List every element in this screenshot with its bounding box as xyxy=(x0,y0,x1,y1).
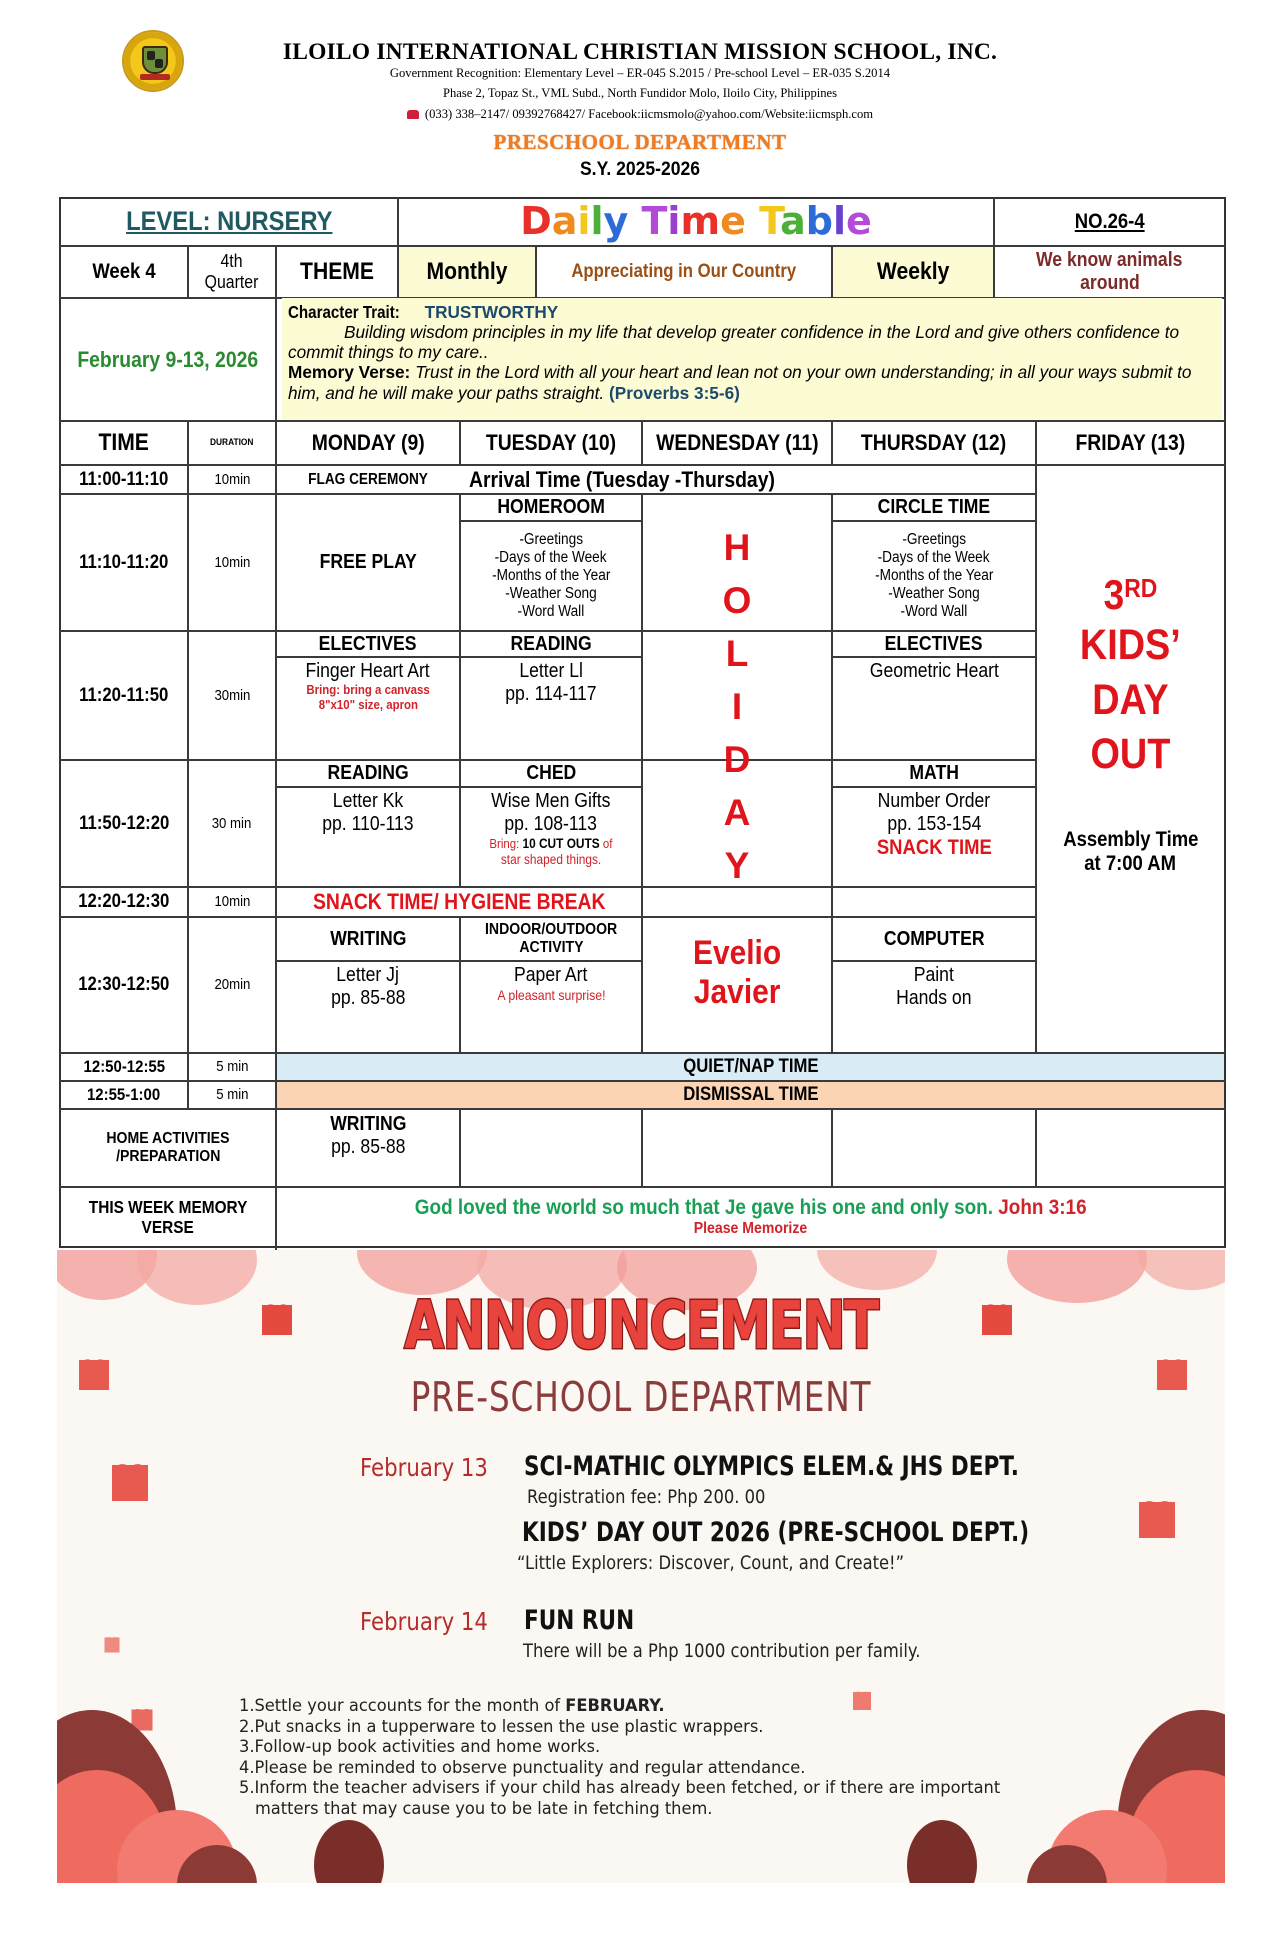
memory-label-line2: VERSE xyxy=(141,1217,195,1237)
free-play-cell xyxy=(277,495,459,630)
number-cell xyxy=(995,199,1224,245)
memory-verse-ref: (Proverbs 3:5-6) xyxy=(609,382,740,403)
list-item: -Months of the Year xyxy=(491,567,611,585)
duration-slot xyxy=(189,888,275,916)
homeroom-label: HOMEROOM xyxy=(497,496,605,518)
activity-note: A pleasant surprise! xyxy=(496,987,606,1003)
memory-verse-label-cell xyxy=(61,1188,275,1246)
day-header-monday xyxy=(277,422,459,464)
electives-label: ELECTIVES xyxy=(319,632,417,655)
government-recognition: Government Recognition: Elementary Level – ER-045 S.2015 / Pre-school Level – ER-035 S.2014 xyxy=(389,66,891,80)
holiday-name-line1: Evelio xyxy=(692,934,782,972)
activity-title: Letter Jj xyxy=(336,964,400,986)
ched-label: CHED xyxy=(526,762,576,784)
weekly-theme-line2: around xyxy=(1079,272,1140,294)
activity-pages: pp. 85-88 xyxy=(330,987,406,1009)
subject-header xyxy=(277,918,459,960)
title-letter: T xyxy=(641,199,668,244)
flag-ceremony-cell xyxy=(277,466,459,493)
reading-label: READING xyxy=(327,762,409,784)
title-letter: l xyxy=(590,199,604,244)
subject-header xyxy=(461,761,641,786)
flag-ceremony: FLAG CEREMONY xyxy=(308,470,428,488)
subject-header xyxy=(833,632,1035,656)
activity-title: Paint xyxy=(913,964,955,986)
heart-icon xyxy=(1157,1360,1187,1390)
time-text: 12:50-12:55 xyxy=(83,1057,165,1077)
duration-text: 5 min xyxy=(215,1086,249,1104)
quarter-line2: Quarter xyxy=(205,272,259,292)
day-header-text: WEDNESDAY (11) xyxy=(655,430,819,456)
activity-title: Letter Kk xyxy=(332,790,404,812)
shield-icon xyxy=(142,46,168,74)
snack-break: SNACK TIME/ HYGIENE BREAK xyxy=(312,889,606,915)
day-header-friday xyxy=(1037,422,1224,464)
activity-title: Geometric Heart xyxy=(869,660,999,682)
event-title-line: KIDS’ xyxy=(1080,621,1181,670)
time-text: 12:55-1:00 xyxy=(87,1085,161,1105)
time-text: 11:00-11:10 xyxy=(79,468,169,490)
electives-label: ELECTIVES xyxy=(885,632,983,655)
activity-cell xyxy=(833,658,1035,759)
home-activities-line2: /PREPARATION xyxy=(115,1148,221,1165)
subject-header xyxy=(461,495,641,520)
duration-text: 10min xyxy=(214,553,250,571)
contact-info: (033) 338–2147/ 09392768427/ Facebook:iicmsmolo@yahoo.com/Website:iicmsph.com xyxy=(424,107,874,121)
holiday-letter: Y xyxy=(724,845,750,886)
monthly-theme-cell xyxy=(537,247,831,297)
writing-label: WRITING xyxy=(329,927,407,950)
reminder-item: 3.Follow-up book activities and home works. xyxy=(239,1737,601,1758)
duration-slot xyxy=(189,466,275,493)
quarter-cell xyxy=(189,247,275,297)
duration-text: 30min xyxy=(214,686,250,704)
circle-time-label: CIRCLE TIME xyxy=(877,496,991,518)
activity-title: Letter Ll xyxy=(519,660,583,682)
snack-time-note: SNACK TIME xyxy=(876,836,992,859)
subject-header xyxy=(461,918,641,960)
indoor-outdoor-label: INDOOR/OUTDOOR xyxy=(484,920,618,938)
title-letter: i xyxy=(577,199,591,244)
week-label: Week 4 xyxy=(92,259,156,283)
event-description: There will be a Php 1000 contribution per family. xyxy=(523,1640,921,1662)
list-item: -Greetings xyxy=(902,531,966,549)
event-title-line: DAY xyxy=(1092,675,1169,724)
daily-time-table-title xyxy=(399,199,993,245)
dismissal-time: DISMISSAL TIME xyxy=(682,1084,819,1106)
home-activity-monday xyxy=(277,1110,459,1186)
subject-header xyxy=(833,495,1035,520)
school-address: Phase 2, Topaz St., VML Subd., North Fundidor Molo, Iloilo City, Philippines xyxy=(442,86,838,100)
reminder-item: matters that may cause you to be late in fetching them. xyxy=(254,1798,713,1819)
duration-slot xyxy=(189,495,275,630)
holiday-name-line2: Javier xyxy=(693,973,781,1012)
duration-slot xyxy=(189,761,275,886)
heart-icon xyxy=(79,1360,109,1390)
title-letter: m xyxy=(680,199,721,244)
activity-cell xyxy=(833,788,1035,886)
list-item: -Word Wall xyxy=(517,602,585,620)
activity-detail: Hands on xyxy=(896,987,972,1009)
time-header-text: TIME xyxy=(98,429,150,457)
computer-label: COMPUTER xyxy=(883,927,985,950)
title-letter: a xyxy=(780,199,806,244)
weekly-theme-line1: We know animals xyxy=(1036,249,1183,271)
holiday-letter: O xyxy=(722,580,752,621)
time-text: 11:10-11:20 xyxy=(79,551,169,573)
activity-pages: pp. 108-113 xyxy=(504,813,598,835)
character-trait-value: TRUSTWORTHY xyxy=(424,302,559,322)
list-item: -Greetings xyxy=(519,531,583,549)
verse-text: God loved the world so much that Je gave his one and only son. xyxy=(414,1195,993,1220)
bring-note-of: of xyxy=(599,836,613,851)
activity-cell xyxy=(461,658,641,759)
date-range-cell xyxy=(61,299,275,420)
duration-header xyxy=(189,422,275,464)
home-activity-pages: pp. 85-88 xyxy=(330,1136,406,1158)
assembly-time-value: at 7:00 AM xyxy=(1084,852,1177,876)
title-letter: e xyxy=(846,199,872,244)
event-title-line: OUT xyxy=(1090,730,1171,779)
holiday-cell xyxy=(643,495,831,1052)
activity-title: Number Order xyxy=(877,790,991,812)
duration-text: 20min xyxy=(214,976,250,994)
weekly-memory-verse xyxy=(415,1195,1087,1220)
title-letter: e xyxy=(720,199,746,244)
duration-slot xyxy=(189,1054,275,1080)
trait-description: Building wisdom principles in my life that develop greater confidence in the Lord and give others confidence to commit things to my care.. xyxy=(288,322,1180,363)
theme-label: THEME xyxy=(300,258,374,286)
document-number: NO.26-4 xyxy=(1074,209,1145,233)
memory-verse-label: Memory Verse: xyxy=(288,362,411,383)
home-activities-line1: HOME ACTIVITIES xyxy=(106,1129,230,1147)
title-letter xyxy=(628,199,641,243)
bring-note-label: Bring: xyxy=(489,836,523,851)
duration-text: 10min xyxy=(214,470,250,488)
monthly-label-cell xyxy=(399,247,535,297)
bring-note: 8"x10" size, apron xyxy=(318,696,418,712)
week-cell xyxy=(61,247,187,297)
time-text: 11:50-12:20 xyxy=(78,812,170,834)
bring-note: Bring: bring a canvass xyxy=(306,682,430,697)
list-item: -Days of the Week xyxy=(495,549,607,567)
winged-heart-icon xyxy=(112,1465,148,1501)
day-header-text: MONDAY (9) xyxy=(311,430,425,456)
duration-slot xyxy=(189,1082,275,1108)
holiday-letter: I xyxy=(731,686,743,727)
ordinal-number: 3 xyxy=(1103,571,1125,618)
school-name: ILOILO INTERNATIONAL CHRISTIAN MISSION SCHOOL, INC. xyxy=(282,39,998,65)
list-item: -Weather Song xyxy=(888,584,980,602)
event-ordinal xyxy=(1104,572,1158,618)
character-trait-label: Character Trait: xyxy=(288,302,400,322)
dismissal-row xyxy=(277,1082,1224,1108)
weekly-label-cell xyxy=(833,247,993,297)
winged-heart-icon xyxy=(1139,1502,1175,1538)
weekly-memory-verse-cell xyxy=(277,1188,1224,1246)
bring-note-qty: 10 CUT OUTS xyxy=(522,836,600,851)
activity-cell xyxy=(277,788,459,886)
time-slot xyxy=(61,888,187,916)
arrival-time: Arrival Time (Tuesday -Thursday) xyxy=(469,466,775,492)
duration-text: 5 min xyxy=(215,1058,249,1076)
event-date: February 13 xyxy=(360,1453,488,1482)
title-letter: i xyxy=(667,199,681,244)
contact-line xyxy=(240,107,1040,122)
time-slot xyxy=(61,1082,187,1108)
day-header-text: THURSDAY (12) xyxy=(861,430,1007,456)
list-item: -Days of the Week xyxy=(878,549,990,567)
monthly-theme: Appreciating in Our Country xyxy=(571,261,797,283)
title-letter: a xyxy=(551,199,578,244)
activity-pages: pp. 110-113 xyxy=(322,813,414,835)
activity-pages: pp. 114-117 xyxy=(505,683,597,705)
subject-header xyxy=(277,632,459,656)
activity-title: Finger Heart Art xyxy=(305,660,431,682)
activity-pages: pp. 153-154 xyxy=(887,813,981,835)
theme-label-cell xyxy=(277,247,397,297)
time-text: 12:30-12:50 xyxy=(78,974,170,996)
list-item: -Months of the Year xyxy=(874,567,994,585)
activity-title: Wise Men Gifts xyxy=(491,790,611,812)
time-text: 12:20-12:30 xyxy=(78,891,170,913)
time-slot xyxy=(61,466,187,493)
activity-label: ACTIVITY xyxy=(518,939,584,956)
time-slot xyxy=(61,761,187,886)
memory-label-line1: THIS WEEK MEMORY xyxy=(88,1196,248,1217)
memory-verse-text: Trust in the Lord with all your heart and lean not on your own understanding; in all your ways submit to him, and he will make your paths straight. xyxy=(288,362,1192,403)
day-header-text: TUESDAY (10) xyxy=(485,430,617,456)
event-title: FUN RUN xyxy=(524,1605,635,1636)
holiday-letter: H xyxy=(723,527,751,568)
subject-header xyxy=(461,632,641,656)
reminders-list xyxy=(239,1696,1000,1820)
bring-note xyxy=(489,836,612,852)
holiday-name xyxy=(643,934,831,1012)
friday-event-cell xyxy=(1037,466,1224,1052)
event-description: “Little Explorers: Discover, Count, and Create!” xyxy=(517,1552,905,1574)
holiday-label xyxy=(723,521,752,892)
circle-time-list xyxy=(833,522,1035,630)
quiet-time-row xyxy=(277,1054,1224,1080)
announcement-subtitle: PRE-SCHOOL DEPARTMENT xyxy=(410,1373,872,1421)
title-letter xyxy=(746,199,759,243)
book-icon xyxy=(140,74,170,80)
holiday-letter: D xyxy=(723,739,751,780)
subject-header xyxy=(833,918,1035,960)
assembly-time: Assembly Time xyxy=(1062,828,1199,852)
memorize-note: Please Memorize xyxy=(693,1220,808,1238)
reminder-item: 1.Settle your accounts for the month of FEBRUARY. xyxy=(239,1696,665,1716)
activity-cell xyxy=(277,658,459,759)
announcement-panel xyxy=(57,1250,1225,1883)
list-item: -Word Wall xyxy=(900,602,968,620)
title-letter: l xyxy=(832,199,846,244)
activity-cell xyxy=(461,962,641,1052)
day-header-text: FRIDAY (13) xyxy=(1075,430,1186,456)
event-date: February 14 xyxy=(360,1607,488,1636)
weekly-label: Weekly xyxy=(876,258,950,286)
time-header xyxy=(61,422,187,464)
monthly-label: Monthly xyxy=(426,258,508,286)
ordinal-suffix: RD xyxy=(1124,573,1158,603)
holiday-letter: A xyxy=(723,792,751,833)
phone-icon xyxy=(407,110,419,119)
subject-header xyxy=(833,761,1035,786)
date-range: February 9-13, 2026 xyxy=(77,346,259,372)
activity-cell xyxy=(461,788,641,886)
duration-text: 30 min xyxy=(212,814,252,832)
day-header-tuesday xyxy=(461,422,641,464)
subject-header xyxy=(277,761,459,786)
activity-cell xyxy=(833,962,1035,1052)
heart-icon xyxy=(105,1638,120,1653)
home-activity-subject: WRITING xyxy=(329,1113,407,1135)
reading-label: READING xyxy=(510,632,592,655)
title-letter: b xyxy=(805,199,833,244)
event-title: SCI-MATHIC OLYMPICS ELEM.& JHS DEPT. xyxy=(524,1451,1019,1482)
announcement-title: ANNOUNCEMENT xyxy=(404,1287,878,1364)
title-letter: y xyxy=(603,199,629,244)
duration-header-text: DURATION xyxy=(210,436,254,448)
reminder-item: 5.Inform the teacher advisers if your child has already been fetched, or if there are important xyxy=(239,1778,1001,1799)
free-play: FREE PLAY xyxy=(319,551,417,573)
quarter-line1: 4th xyxy=(220,251,244,272)
title-text xyxy=(520,200,872,244)
reminder-item: 2.Put snacks in a tupperware to lessen the use plastic wrappers. xyxy=(239,1716,764,1737)
home-activities-label xyxy=(61,1110,275,1186)
time-slot xyxy=(61,495,187,630)
character-trait-box xyxy=(282,298,1222,420)
holiday-letter: L xyxy=(725,633,749,674)
duration-text: 10min xyxy=(214,893,250,911)
school-logo xyxy=(122,30,184,92)
school-year: S.Y. 2025-2026 xyxy=(579,158,701,180)
list-item: -Weather Song xyxy=(505,584,597,602)
day-header-wednesday xyxy=(643,422,831,464)
duration-slot xyxy=(189,632,275,759)
arrival-time-cell xyxy=(461,466,1035,493)
duration-slot xyxy=(189,918,275,1052)
title-letter: T xyxy=(759,199,781,244)
time-slot xyxy=(61,918,187,1052)
snack-break-cell xyxy=(277,888,641,916)
title-letter: D xyxy=(520,199,552,244)
homeroom-list xyxy=(461,522,641,630)
bring-note: star shaped things. xyxy=(500,851,602,867)
weekly-theme-cell xyxy=(995,247,1224,297)
verse-reference: John 3:16 xyxy=(998,1195,1087,1220)
activity-cell xyxy=(277,962,459,1052)
day-header-thursday xyxy=(833,422,1035,464)
level-label: LEVEL: NURSERY xyxy=(125,206,333,237)
activity-title: Paper Art xyxy=(514,964,588,986)
time-text: 11:20-11:50 xyxy=(79,684,169,706)
event-description: Registration fee: Php 200. 00 xyxy=(527,1486,766,1508)
reminder-item: 4.Please be reminded to observe punctuality and regular attendance. xyxy=(239,1757,806,1778)
time-slot xyxy=(61,1054,187,1080)
event-title: KIDS’ DAY OUT 2026 (PRE-SCHOOL DEPT.) xyxy=(522,1517,1030,1548)
quiet-time: QUIET/NAP TIME xyxy=(682,1056,819,1078)
level-cell xyxy=(61,199,397,245)
department-title: PRESCHOOL DEPARTMENT xyxy=(493,130,787,154)
time-slot xyxy=(61,632,187,759)
math-label: MATH xyxy=(909,762,959,784)
